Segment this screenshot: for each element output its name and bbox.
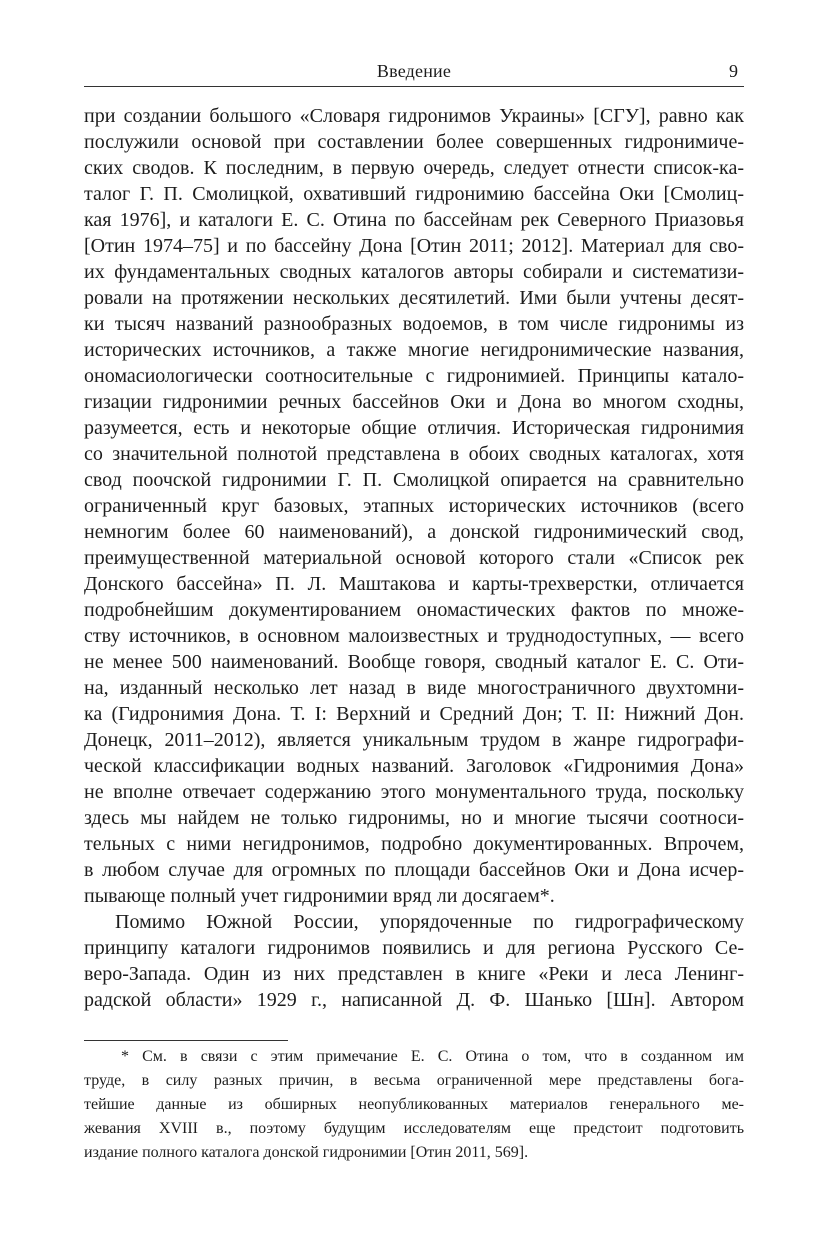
paragraph-2	[84, 909, 744, 1013]
footnote-line: труде, в силу разных причин, в весьма ограниченной мере представлены бога-	[84, 1072, 744, 1089]
text-line: преимущественной материальной основой которого стали «Список рек	[84, 547, 744, 569]
text-line: здесь мы найдем не только гидронимы, но и многие тысячи соотноси-	[84, 807, 744, 829]
footnote-line: тейшие данные из обширных неопубликованных материалов генерального ме-	[84, 1096, 744, 1113]
text-line: их фундаментальных сводных каталогов авторы собирали и систематизи-	[84, 261, 744, 283]
text-line: ческой классификации водных названий. Заголовок «Гидронимия Дона»	[84, 755, 744, 777]
text-line: принципу каталоги гидронимов появились и для региона Русского Се-	[84, 937, 744, 959]
footnote-rule	[84, 1040, 288, 1041]
footnote-line: * См. в связи с этим примечание Е. С. Отина о том, что в созданном им	[121, 1048, 744, 1065]
text-line: разумеется, есть и некоторые общие отличия. Историческая гидронимия	[84, 417, 744, 439]
text-line: ка (Гидронимия Дона. Т. I: Верхний и Средний Дон; Т. II: Нижний Дон.	[84, 703, 744, 725]
text-line: в любом случае для огромных по площади бассейнов Оки и Дона исчер-	[84, 859, 744, 881]
text-line: ству источников, в основном малоизвестных и труднодоступных, — всего	[84, 625, 744, 647]
text-line: тельных с ними негидронимов, подробно документированных. Впрочем,	[84, 833, 744, 855]
page-number: 9	[729, 61, 738, 81]
paragraph-1	[84, 103, 744, 909]
text-line: послужили основой при составлении более совершенных гидронимиче-	[84, 131, 744, 153]
text-line: ских сводов. К последним, в первую очередь, следует отнести список-ка-	[84, 157, 744, 179]
text-line: талог Г. П. Смолицкой, охвативший гидронимию бассейна Оки [Смолиц-	[84, 183, 744, 205]
text-line: свод поочской гидронимии Г. П. Смолицкой опирается на сравнительно	[84, 469, 744, 491]
text-line: кая 1976], и каталоги Е. С. Отина по бассейнам рек Северного Приазовья	[84, 209, 744, 231]
footnote	[84, 1045, 744, 1165]
text-line: ономасиологически соотносительные с гидронимией. Принципы катало-	[84, 365, 744, 387]
section-title: Введение	[376, 61, 452, 81]
text-line: при создании большого «Словаря гидронимов Украины» [СГУ], равно как	[84, 105, 744, 127]
footnote-line: издание полного каталога донской гидронимии [Отин 2011, 569].	[84, 1144, 529, 1161]
text-line: ки тысяч названий разнообразных водоемов, в том числе гидронимы из	[84, 313, 744, 335]
text-line: гизации гидронимии речных бассейнов Оки и Дона во многом сходны,	[84, 391, 744, 413]
text-line: ровали на протяжении нескольких десятилетий. Ими были учтены десят-	[84, 287, 744, 309]
text-line: радской области» 1929 г., написанной Д. Ф. Шанько [Шн]. Автором	[84, 989, 744, 1011]
text-line: не менее 500 наименований. Вообще говоря, сводный каталог Е. С. Оти-	[84, 651, 744, 673]
body-text	[84, 103, 744, 1013]
text-line: пывающе полный учет гидронимии вряд ли досягаем*.	[84, 885, 555, 907]
footnote-line: жевания XVIII в., поэтому будущим исследователям еще предстоит подготовить	[84, 1120, 744, 1137]
text-line: веро-Запада. Один из них представлен в книге «Реки и леса Ленинг-	[84, 963, 744, 985]
text-line: Донского бассейна» П. Л. Маштакова и карты-трехверстки, отличается	[84, 573, 744, 595]
text-line: ограниченный круг базовых, этапных исторических источников (всего	[84, 495, 744, 517]
text-line: немногим более 60 наименований), а донской гидронимический свод,	[84, 521, 744, 543]
text-line: Донецк, 2011–2012), является уникальным трудом в жанре гидрографи-	[84, 729, 744, 751]
text-line: Помимо Южной России, упорядоченные по гидрографическому	[115, 911, 744, 933]
text-line: на, изданный несколько лет назад в виде многостраничного двухтомни-	[84, 677, 744, 699]
text-line: [Отин 1974–75] и по бассейну Дона [Отин 2011; 2012]. Материал для сво-	[84, 235, 744, 257]
text-line: не вполне отвечает содержанию этого монументального труда, поскольку	[84, 781, 744, 803]
text-line: со значительной полнотой представлена в обоих сводных каталогах, хотя	[84, 443, 744, 465]
text-line: исторических источников, а также многие негидронимические названия,	[84, 339, 744, 361]
running-head	[84, 60, 744, 87]
text-line: подробнейшим документированием ономастических фактов по множе-	[84, 599, 744, 621]
